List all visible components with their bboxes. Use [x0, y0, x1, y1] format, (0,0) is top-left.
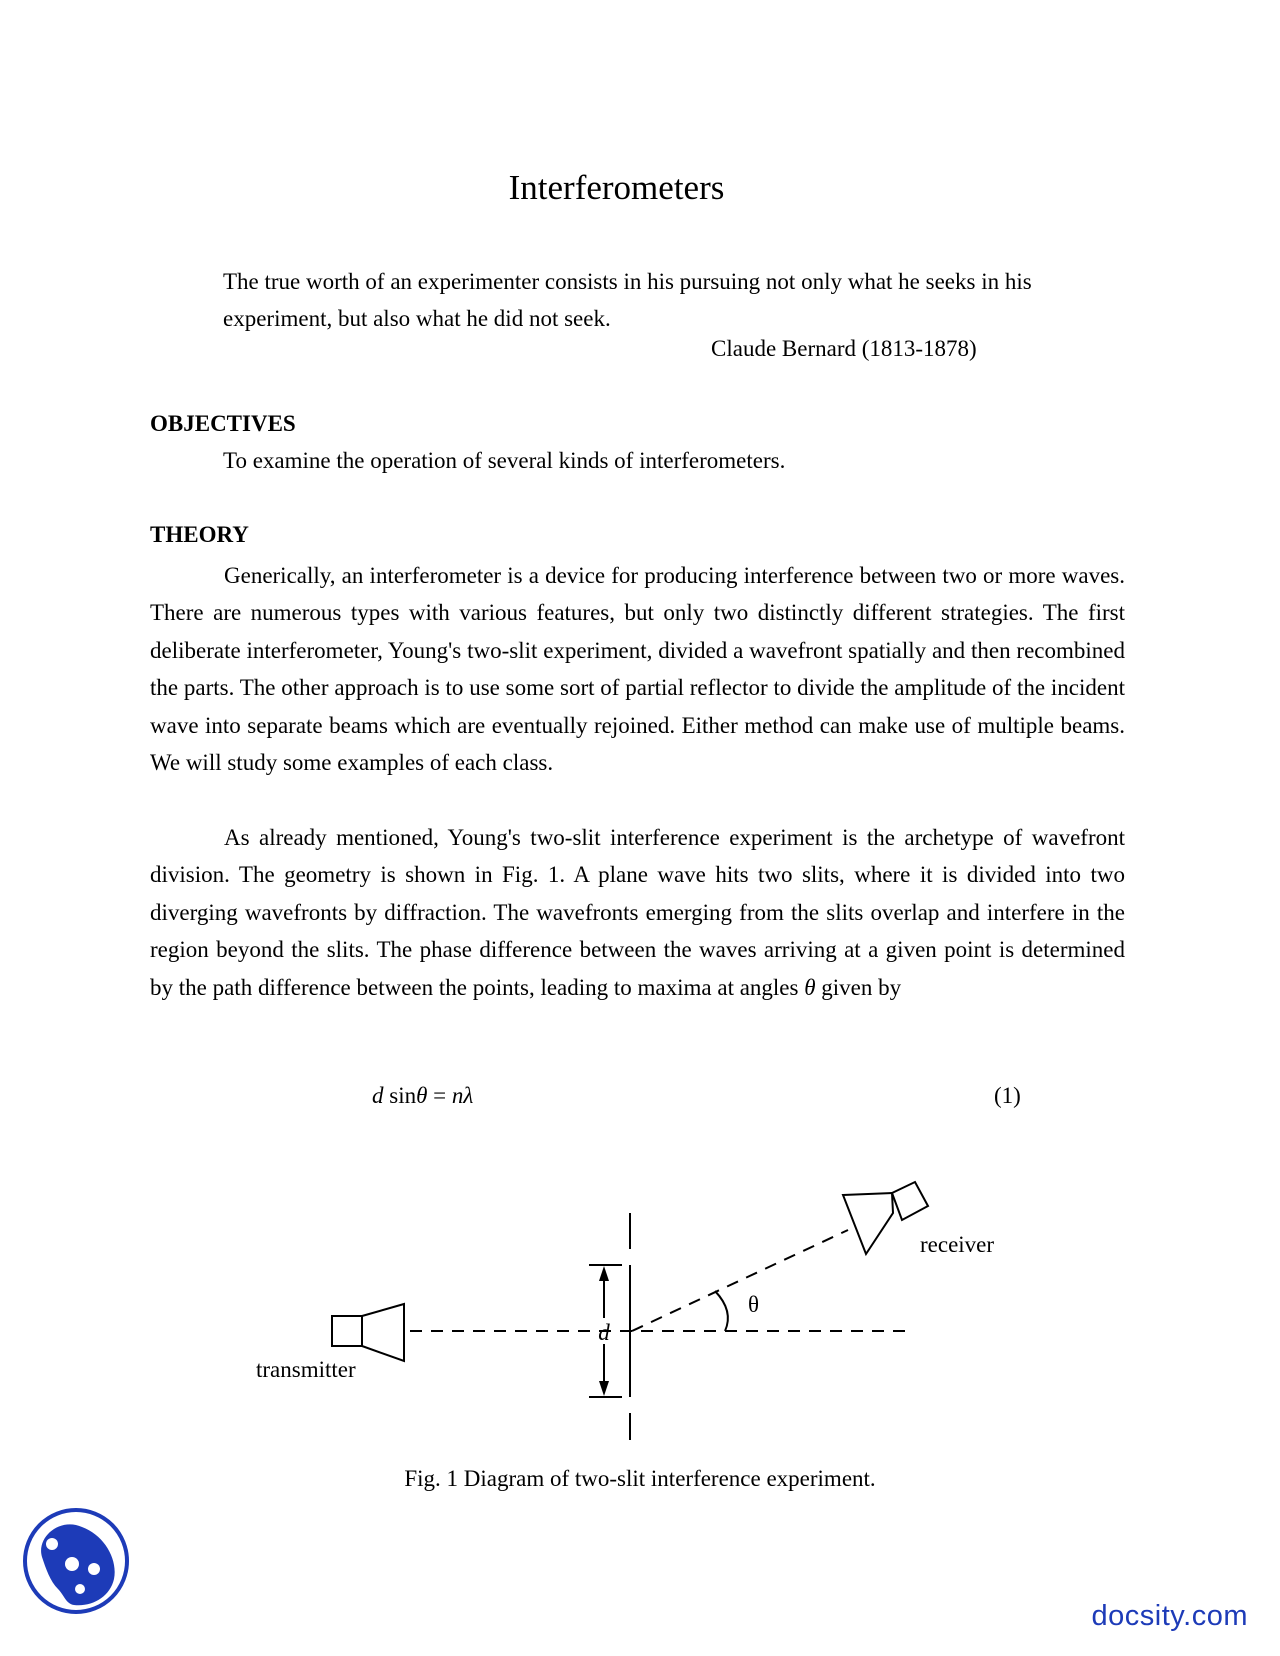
equation-rhs: nλ	[451, 1083, 474, 1108]
equation-theta: θ	[416, 1083, 428, 1108]
page-title: Interferometers	[508, 168, 725, 207]
objectives-text: To examine the operation of several kinds of interferometers.	[223, 448, 786, 473]
receiver-horn	[843, 1182, 928, 1254]
docsity-logo-icon	[22, 1507, 130, 1615]
equation-equals: =	[433, 1083, 447, 1108]
receiver-label: receiver	[920, 1232, 995, 1257]
docsity-watermark[interactable]: docsity.com	[1091, 1600, 1248, 1632]
epigraph-quote: The true worth of an experimenter consists in his pursuing not only what he seeks in his experiment, but also what he did not seek.	[223, 269, 1032, 331]
transmitter-horn	[332, 1304, 404, 1361]
theory-paragraph-2-text: As already mentioned, Young's two-slit interference experiment is the archetype of wavefront division. The geometry is shown in Fig. 1. A plane wave hits two slits, where it is divided into two diverging wavefronts by diffraction. The wavefronts emerging from the slits overlap and interfere in the region beyond the slits. The phase difference between the waves arriving at a given point is determined by the path difference between the points, leading to maxima at angles	[150, 825, 1125, 1000]
equation-sin: sin	[389, 1083, 417, 1108]
figure-caption: Fig. 1 Diagram of two-slit interference experiment.	[404, 1466, 876, 1491]
two-slit-diagram	[0, 1180, 1280, 1440]
slit-spacing-label: d	[598, 1320, 610, 1345]
epigraph-author: Claude Bernard (1813-1878)	[711, 336, 977, 361]
angle-arc	[715, 1291, 728, 1331]
transmitter-label: transmitter	[256, 1357, 356, 1382]
angle-label: θ	[748, 1292, 760, 1317]
equation-number: (1)	[994, 1083, 1021, 1108]
theory-paragraph-2-end: given by	[821, 974, 902, 1000]
theory-paragraph-2	[150, 819, 1125, 1006]
equation-1	[372, 1083, 473, 1109]
theory-heading: THEORY	[150, 522, 249, 547]
theory-paragraph-1	[150, 557, 1125, 781]
theta-symbol: θ	[804, 974, 816, 1000]
theory-paragraph-1-text: Generically, an interferometer is a device for producing interference between two or more waves. There are numerous types with various features, but only two distinctly different strategies. The first deliberate interferometer, Young's two-slit experiment, divided a wavefront spatially and then recombined the parts. The other approach is to use some sort of partial reflector to divide the amplitude of the incident wave into separate beams which are eventually rejoined. Either method can make use of multiple beams. We will study some examples of each class.	[150, 563, 1125, 776]
receiver-ray-dashed	[632, 1230, 848, 1331]
objectives-heading: OBJECTIVES	[150, 411, 296, 436]
equation-d: d	[372, 1083, 384, 1108]
